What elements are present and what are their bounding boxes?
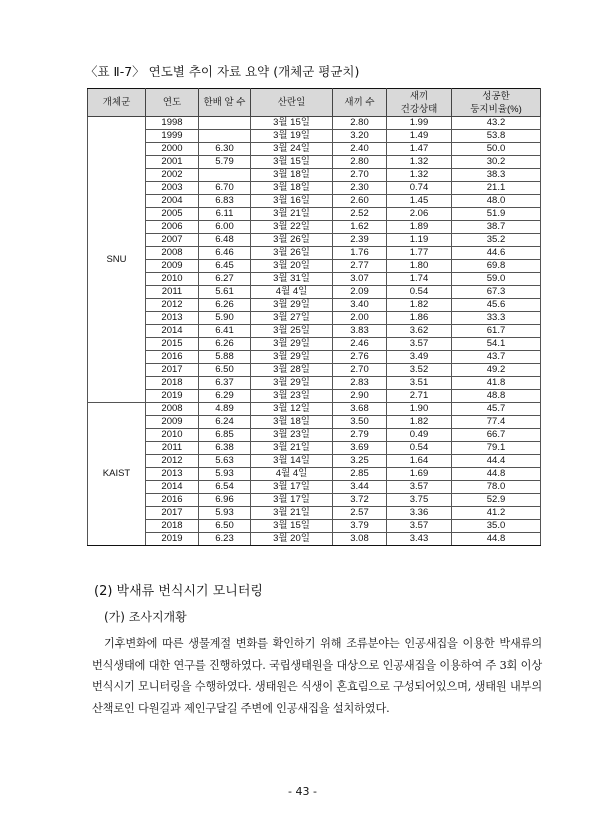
chicks-cell: 3.07 (333, 273, 387, 286)
table-row (88, 325, 541, 338)
success-rate-cell: 43.7 (452, 351, 541, 364)
success-rate-cell: 44.8 (452, 533, 541, 546)
clutch-size-cell: 6.85 (199, 429, 251, 442)
clutch-size-cell: 4.89 (199, 403, 251, 416)
clutch-size-cell: 6.29 (199, 390, 251, 403)
clutch-size-cell (199, 130, 251, 143)
health-cell: 1.80 (387, 260, 452, 273)
chicks-cell: 2.77 (333, 260, 387, 273)
clutch-size-cell: 6.26 (199, 338, 251, 351)
success-rate-cell: 35.0 (452, 520, 541, 533)
clutch-size-cell: 6.38 (199, 442, 251, 455)
header-clutch-size: 한배 알 수 (199, 89, 251, 117)
chicks-cell: 2.79 (333, 429, 387, 442)
lay-date-cell: 3월 24일 (251, 143, 333, 156)
header-success-line1: 성공한 (482, 90, 510, 102)
year-cell: 1999 (146, 130, 199, 143)
year-cell: 2011 (146, 286, 199, 299)
health-cell: 1.45 (387, 195, 452, 208)
chicks-cell: 2.39 (333, 234, 387, 247)
clutch-size-cell: 6.23 (199, 533, 251, 546)
chicks-cell: 2.60 (333, 195, 387, 208)
health-cell: 2.71 (387, 390, 452, 403)
year-cell: 2005 (146, 208, 199, 221)
success-rate-cell: 66.7 (452, 429, 541, 442)
health-cell: 3.57 (387, 481, 452, 494)
clutch-size-cell: 6.70 (199, 182, 251, 195)
year-cell: 2017 (146, 364, 199, 377)
lay-date-cell: 3월 27일 (251, 312, 333, 325)
success-rate-cell: 52.9 (452, 494, 541, 507)
lay-date-cell: 3월 12일 (251, 403, 333, 416)
clutch-size-cell: 5.93 (199, 468, 251, 481)
header-health-line2: 건강상태 (400, 103, 438, 115)
lay-date-cell: 3월 20일 (251, 260, 333, 273)
body-paragraph: 기후변화에 따른 생물계절 변화를 확인하기 위해 조류분야는 인공새집을 이용한 박새류의 번식생태에 대한 연구를 진행하였다. 국립생태원을 대상으로 인공새집을 이용하여 주 3회 이상 번식시기 모니터링을 수행하였다. 생태원은 식생이 혼효림으로 구성되어있으며, 생태원 내부의 산책로인 다원길과 제인구달길 주변에 인공새집을 설치하였다. (92, 637, 542, 715)
chicks-cell: 1.62 (333, 221, 387, 234)
success-rate-cell: 38.3 (452, 169, 541, 182)
chicks-cell: 3.44 (333, 481, 387, 494)
success-rate-cell: 78.0 (452, 481, 541, 494)
table-row (88, 286, 541, 299)
chicks-cell: 3.72 (333, 494, 387, 507)
table-row (88, 130, 541, 143)
lay-date-cell: 3월 18일 (251, 169, 333, 182)
year-cell: 2011 (146, 442, 199, 455)
clutch-size-cell: 6.27 (199, 273, 251, 286)
year-cell: 2016 (146, 351, 199, 364)
table-row (88, 468, 541, 481)
clutch-size-cell: 6.11 (199, 208, 251, 221)
success-rate-cell: 53.8 (452, 130, 541, 143)
year-cell: 2010 (146, 273, 199, 286)
lay-date-cell: 3월 15일 (251, 520, 333, 533)
year-cell: 2017 (146, 507, 199, 520)
chicks-cell: 2.46 (333, 338, 387, 351)
lay-date-cell: 3월 18일 (251, 416, 333, 429)
table-row (88, 221, 541, 234)
table-row (88, 208, 541, 221)
success-rate-cell: 51.9 (452, 208, 541, 221)
lay-date-cell: 3월 16일 (251, 195, 333, 208)
chicks-cell: 2.70 (333, 169, 387, 182)
header-success-line2: 둥지비율(%) (470, 103, 522, 115)
year-cell: 2014 (146, 481, 199, 494)
health-cell: 0.54 (387, 442, 452, 455)
year-cell: 2001 (146, 156, 199, 169)
table-caption: 〈표 Ⅱ-7〉 연도별 추이 자료 요약 (개체군 평균치) (85, 64, 360, 79)
clutch-size-cell: 6.48 (199, 234, 251, 247)
year-cell: 2016 (146, 494, 199, 507)
group-name-cell: SNU (88, 117, 146, 403)
lay-date-cell: 3월 29일 (251, 338, 333, 351)
chicks-cell: 2.30 (333, 182, 387, 195)
success-rate-cell: 77.4 (452, 416, 541, 429)
clutch-size-cell: 6.83 (199, 195, 251, 208)
table-row (88, 507, 541, 520)
lay-date-cell: 3월 19일 (251, 130, 333, 143)
success-rate-cell: 44.6 (452, 247, 541, 260)
page-number: - 43 - (288, 785, 317, 798)
health-cell: 1.49 (387, 130, 452, 143)
table-row (88, 455, 541, 468)
year-cell: 2004 (146, 195, 199, 208)
clutch-size-cell: 5.90 (199, 312, 251, 325)
year-cell: 2018 (146, 520, 199, 533)
table-row (88, 234, 541, 247)
success-rate-cell: 41.2 (452, 507, 541, 520)
clutch-size-cell: 5.61 (199, 286, 251, 299)
year-cell: 2002 (146, 169, 199, 182)
lay-date-cell: 4월 4일 (251, 468, 333, 481)
chicks-cell: 3.25 (333, 455, 387, 468)
success-rate-cell: 33.3 (452, 312, 541, 325)
year-cell: 1998 (146, 117, 199, 130)
table-row (88, 416, 541, 429)
success-rate-cell: 35.2 (452, 234, 541, 247)
table-row (88, 260, 541, 273)
health-cell: 1.69 (387, 468, 452, 481)
lay-date-cell: 3월 14일 (251, 455, 333, 468)
success-rate-cell: 30.2 (452, 156, 541, 169)
table-row (88, 312, 541, 325)
year-cell: 2008 (146, 403, 199, 416)
health-cell: 3.75 (387, 494, 452, 507)
success-rate-cell: 21.1 (452, 182, 541, 195)
lay-date-cell: 3월 23일 (251, 429, 333, 442)
chicks-cell: 3.20 (333, 130, 387, 143)
health-cell: 3.57 (387, 338, 452, 351)
table-row (88, 143, 541, 156)
lay-date-cell: 4월 4일 (251, 286, 333, 299)
health-cell: 3.51 (387, 377, 452, 390)
lay-date-cell: 3월 18일 (251, 182, 333, 195)
chicks-cell: 2.80 (333, 117, 387, 130)
lay-date-cell: 3월 25일 (251, 325, 333, 338)
health-cell: 2.06 (387, 208, 452, 221)
health-cell: 0.74 (387, 182, 452, 195)
chicks-cell: 2.83 (333, 377, 387, 390)
lay-date-cell: 3월 15일 (251, 117, 333, 130)
section-title: (2) 박새류 번식시기 모니터링 (94, 584, 263, 599)
health-cell: 1.82 (387, 299, 452, 312)
health-cell: 3.43 (387, 533, 452, 546)
lay-date-cell: 3월 17일 (251, 494, 333, 507)
year-cell: 2012 (146, 455, 199, 468)
success-rate-cell: 43.2 (452, 117, 541, 130)
health-cell: 1.89 (387, 221, 452, 234)
group-name-cell: KAIST (88, 403, 146, 546)
lay-date-cell: 3월 29일 (251, 351, 333, 364)
clutch-size-cell: 6.24 (199, 416, 251, 429)
success-rate-cell: 67.3 (452, 286, 541, 299)
chicks-cell: 3.40 (333, 299, 387, 312)
success-rate-cell: 44.8 (452, 468, 541, 481)
lay-date-cell: 3월 28일 (251, 364, 333, 377)
clutch-size-cell: 6.46 (199, 247, 251, 260)
health-cell: 1.86 (387, 312, 452, 325)
header-success (452, 89, 541, 117)
header-chicks: 새끼 수 (333, 89, 387, 117)
success-rate-cell: 79.1 (452, 442, 541, 455)
table-row (88, 338, 541, 351)
lay-date-cell: 3월 26일 (251, 234, 333, 247)
year-cell: 2008 (146, 247, 199, 260)
year-cell: 2019 (146, 533, 199, 546)
clutch-size-cell: 6.26 (199, 299, 251, 312)
lay-date-cell: 3월 21일 (251, 507, 333, 520)
success-rate-cell: 59.0 (452, 273, 541, 286)
success-rate-cell: 54.1 (452, 338, 541, 351)
health-cell: 1.82 (387, 416, 452, 429)
year-cell: 2010 (146, 429, 199, 442)
health-cell: 3.57 (387, 520, 452, 533)
success-rate-cell: 48.8 (452, 390, 541, 403)
health-cell: 1.47 (387, 143, 452, 156)
clutch-size-cell: 5.88 (199, 351, 251, 364)
health-cell: 0.49 (387, 429, 452, 442)
health-cell: 1.77 (387, 247, 452, 260)
lay-date-cell: 3월 29일 (251, 299, 333, 312)
year-cell: 2006 (146, 221, 199, 234)
health-cell: 1.64 (387, 455, 452, 468)
clutch-size-cell: 5.79 (199, 156, 251, 169)
table-row (88, 156, 541, 169)
chicks-cell: 2.85 (333, 468, 387, 481)
table-row (88, 182, 541, 195)
health-cell: 3.62 (387, 325, 452, 338)
chicks-cell: 2.52 (333, 208, 387, 221)
table-row (88, 533, 541, 546)
lay-date-cell: 3월 20일 (251, 533, 333, 546)
table-row (88, 273, 541, 286)
year-cell: 2015 (146, 338, 199, 351)
table-row (88, 364, 541, 377)
year-cell: 2007 (146, 234, 199, 247)
chicks-cell: 2.90 (333, 390, 387, 403)
header-year: 연도 (146, 89, 199, 117)
success-rate-cell: 50.0 (452, 143, 541, 156)
table-row (88, 169, 541, 182)
clutch-size-cell: 6.00 (199, 221, 251, 234)
chicks-cell: 1.76 (333, 247, 387, 260)
clutch-size-cell: 6.54 (199, 481, 251, 494)
year-cell: 2019 (146, 390, 199, 403)
year-cell: 2014 (146, 325, 199, 338)
year-cell: 2009 (146, 260, 199, 273)
clutch-size-cell: 6.30 (199, 143, 251, 156)
chicks-cell: 2.09 (333, 286, 387, 299)
success-rate-cell: 38.7 (452, 221, 541, 234)
health-cell: 1.32 (387, 169, 452, 182)
clutch-size-cell: 5.93 (199, 507, 251, 520)
year-cell: 2003 (146, 182, 199, 195)
lay-date-cell: 3월 31일 (251, 273, 333, 286)
clutch-size-cell: 6.50 (199, 364, 251, 377)
chicks-cell: 3.08 (333, 533, 387, 546)
lay-date-cell: 3월 26일 (251, 247, 333, 260)
table-row (88, 442, 541, 455)
year-cell: 2013 (146, 468, 199, 481)
success-rate-cell: 41.8 (452, 377, 541, 390)
table-row (88, 299, 541, 312)
chicks-cell: 3.50 (333, 416, 387, 429)
lay-date-cell: 3월 17일 (251, 481, 333, 494)
table-row (88, 195, 541, 208)
clutch-size-cell: 6.96 (199, 494, 251, 507)
health-cell: 1.32 (387, 156, 452, 169)
clutch-size-cell (199, 117, 251, 130)
lay-date-cell: 3월 15일 (251, 156, 333, 169)
clutch-size-cell: 6.45 (199, 260, 251, 273)
success-rate-cell: 48.0 (452, 195, 541, 208)
lay-date-cell: 3월 22일 (251, 221, 333, 234)
table-row (88, 481, 541, 494)
health-cell: 1.90 (387, 403, 452, 416)
health-cell: 1.74 (387, 273, 452, 286)
clutch-size-cell (199, 169, 251, 182)
success-rate-cell: 45.6 (452, 299, 541, 312)
year-cell: 2012 (146, 299, 199, 312)
header-group: 개체군 (88, 89, 146, 117)
table-row (88, 390, 541, 403)
chicks-cell: 3.68 (333, 403, 387, 416)
health-cell: 3.52 (387, 364, 452, 377)
health-cell: 1.19 (387, 234, 452, 247)
year-cell: 2000 (146, 143, 199, 156)
lay-date-cell: 3월 21일 (251, 208, 333, 221)
table-row (88, 377, 541, 390)
lay-date-cell: 3월 29일 (251, 377, 333, 390)
table-row (88, 520, 541, 533)
health-cell: 3.36 (387, 507, 452, 520)
table-row (88, 351, 541, 364)
table-row (88, 403, 541, 416)
table-row (88, 247, 541, 260)
chicks-cell: 3.83 (333, 325, 387, 338)
sub-title: (가) 조사지개황 (104, 610, 187, 624)
header-lay-date: 산란일 (251, 89, 333, 117)
lay-date-cell: 3월 21일 (251, 442, 333, 455)
lay-date-cell: 3월 23일 (251, 390, 333, 403)
chicks-cell: 2.80 (333, 156, 387, 169)
clutch-size-cell: 5.63 (199, 455, 251, 468)
year-cell: 2018 (146, 377, 199, 390)
header-health-line1: 새끼 (409, 90, 429, 102)
success-rate-cell: 61.7 (452, 325, 541, 338)
year-cell: 2009 (146, 416, 199, 429)
chicks-cell: 2.70 (333, 364, 387, 377)
clutch-size-cell: 6.41 (199, 325, 251, 338)
health-cell: 0.54 (387, 286, 452, 299)
chicks-cell: 2.57 (333, 507, 387, 520)
table-row (88, 494, 541, 507)
chicks-cell: 2.40 (333, 143, 387, 156)
header-health (387, 89, 452, 117)
health-cell: 1.99 (387, 117, 452, 130)
chicks-cell: 2.00 (333, 312, 387, 325)
chicks-cell: 3.69 (333, 442, 387, 455)
success-rate-cell: 69.8 (452, 260, 541, 273)
success-rate-cell: 44.4 (452, 455, 541, 468)
success-rate-cell: 45.7 (452, 403, 541, 416)
table-row (88, 429, 541, 442)
table-header-row (88, 89, 541, 117)
health-cell: 3.49 (387, 351, 452, 364)
table-row (88, 117, 541, 130)
table-body (88, 117, 541, 546)
success-rate-cell: 49.2 (452, 364, 541, 377)
year-cell: 2013 (146, 312, 199, 325)
chicks-cell: 2.76 (333, 351, 387, 364)
chicks-cell: 3.79 (333, 520, 387, 533)
clutch-size-cell: 6.37 (199, 377, 251, 390)
yearly-summary-table (87, 88, 541, 546)
clutch-size-cell: 6.50 (199, 520, 251, 533)
